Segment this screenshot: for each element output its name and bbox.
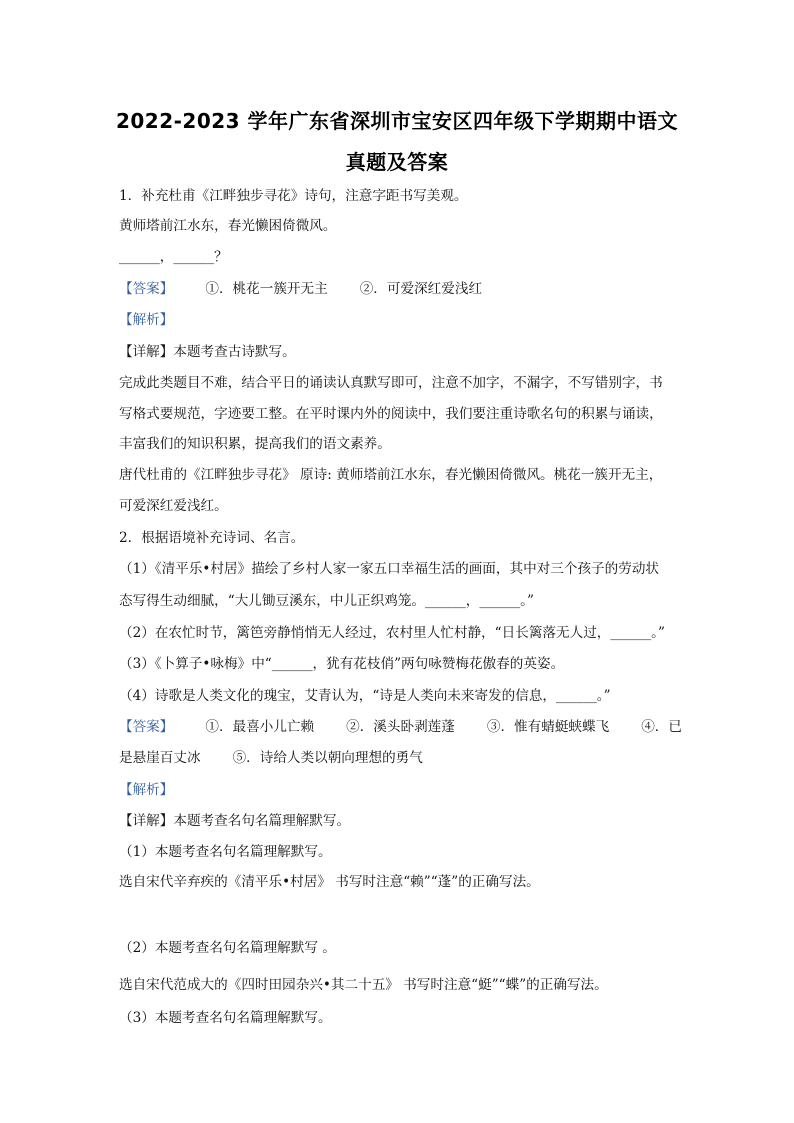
analysis-tag: 【解析】 <box>119 782 174 798</box>
q2-sub-3-head: （3）本题考查名句名篇理解默写。 <box>119 1010 332 1026</box>
q2-sub-1-text: 选自宋代辛弃疾的《清平乐•村居》 书写时注意“赖”“蓬”的正确写法。 <box>119 874 540 890</box>
q1-paragraph-1-line-2: 写格式要规范，字迹要工整。在平时课内外的阅读中，我们要注重诗歌名句的积累与诵读， <box>119 406 663 422</box>
q1-answer-1: ①．桃花一簇开无主 <box>205 281 328 297</box>
q2-item-4: （4）诗歌是人类文化的瑰宝，艾青认为，“诗是人类向未来寄发的信息，______。” <box>119 688 611 704</box>
q2-item-1-line-2: 态写得生动细腻，“大儿锄豆溪东，中儿正织鸡笼。______，______。” <box>119 593 534 609</box>
q2-answer-4-start: ④．已 <box>641 719 682 735</box>
q2-item-1-line-1: （1）《清平乐•村居》描绘了乡村人家一家五口幸福生活的画面，其中对三个孩子的劳动状 <box>119 561 660 577</box>
q2-answer-5: ⑤．诗给人类以朝向理想的勇气 <box>232 750 423 766</box>
q2-answer-line-2 <box>119 749 423 767</box>
q1-poem-line: 黄师塔前江水东，春光懒困倚微风。 <box>119 218 337 234</box>
q1-detail-line <box>119 343 296 361</box>
q2-sub-2-head: （2）本题考查名句名篇理解默写 。 <box>119 940 336 956</box>
q2-detail-text: 本题考查名句名篇理解默写。 <box>173 813 351 829</box>
document-title-line-2: 真题及答案 <box>345 150 449 174</box>
q2-analysis-line <box>119 781 173 799</box>
q2-answer-4-end: 是悬崖百丈冰 <box>119 750 201 766</box>
q1-answer-line <box>119 280 482 298</box>
q2-stem: 2．根据语境补充诗词、名言。 <box>119 530 305 546</box>
q2-answer-line-1 <box>119 718 682 736</box>
q1-analysis-line <box>119 311 173 329</box>
answer-tag: 【答案】 <box>119 281 174 297</box>
q2-item-2: （2）在农忙时节，篱笆旁静悄悄无人经过，农村里人忙村静，“日长篱落无人过，______。” <box>119 625 665 641</box>
q2-sub-1-head: （1）本题考查名句名篇理解默写。 <box>119 844 332 860</box>
q1-paragraph-2-line-2: 可爱深红爱浅红。 <box>119 498 228 514</box>
q2-item-3: （3）《卜算子•咏梅》中“______，犹有花枝俏”两句咏赞梅花傲春的英姿。 <box>119 656 565 672</box>
document-title-line-1: 2022-2023 学年广东省深圳市宝安区四年级下学期期中语文 <box>115 109 679 133</box>
q1-paragraph-1-line-1: 完成此类题目不难，结合平日的诵读认真默写即可，注意不加字，不漏字，不写错别字，书 <box>119 375 663 391</box>
q1-paragraph-2-line-1: 唐代杜甫的《江畔独步寻花》 原诗: 黄师塔前江水东，春光懒困倚微风。桃花一簇开无主， <box>119 467 663 483</box>
detail-tag: 【详解】 <box>119 813 174 829</box>
q2-answer-3: ③．惟有蜻蜓蛱蝶飞 <box>486 719 610 735</box>
q1-stem: 1．补充杜甫《江畔独步寻花》诗句，注意字距书写美观。 <box>119 188 468 204</box>
q1-answer-2: ②．可爱深红爱浅红 <box>359 281 483 297</box>
answer-tag: 【答案】 <box>119 719 174 735</box>
q2-sub-2-text: 选自宋代范成大的《四时田园杂兴•其二十五》 书写时注意“蜓”“蝶”的正确写法。 <box>119 977 608 993</box>
detail-tag: 【详解】 <box>119 344 174 360</box>
q2-answer-1: ①．最喜小儿亡赖 <box>205 719 315 735</box>
q2-answer-2: ②．溪头卧剥莲蓬 <box>346 719 455 735</box>
analysis-tag: 【解析】 <box>119 312 174 328</box>
q1-blank-line: ______，______？ <box>119 249 228 265</box>
q1-detail-text: 本题考查古诗默写。 <box>173 344 296 360</box>
q1-paragraph-1-line-3: 丰富我们的知识积累，提高我们的语文素养。 <box>119 436 391 452</box>
q2-detail-line <box>119 812 350 830</box>
